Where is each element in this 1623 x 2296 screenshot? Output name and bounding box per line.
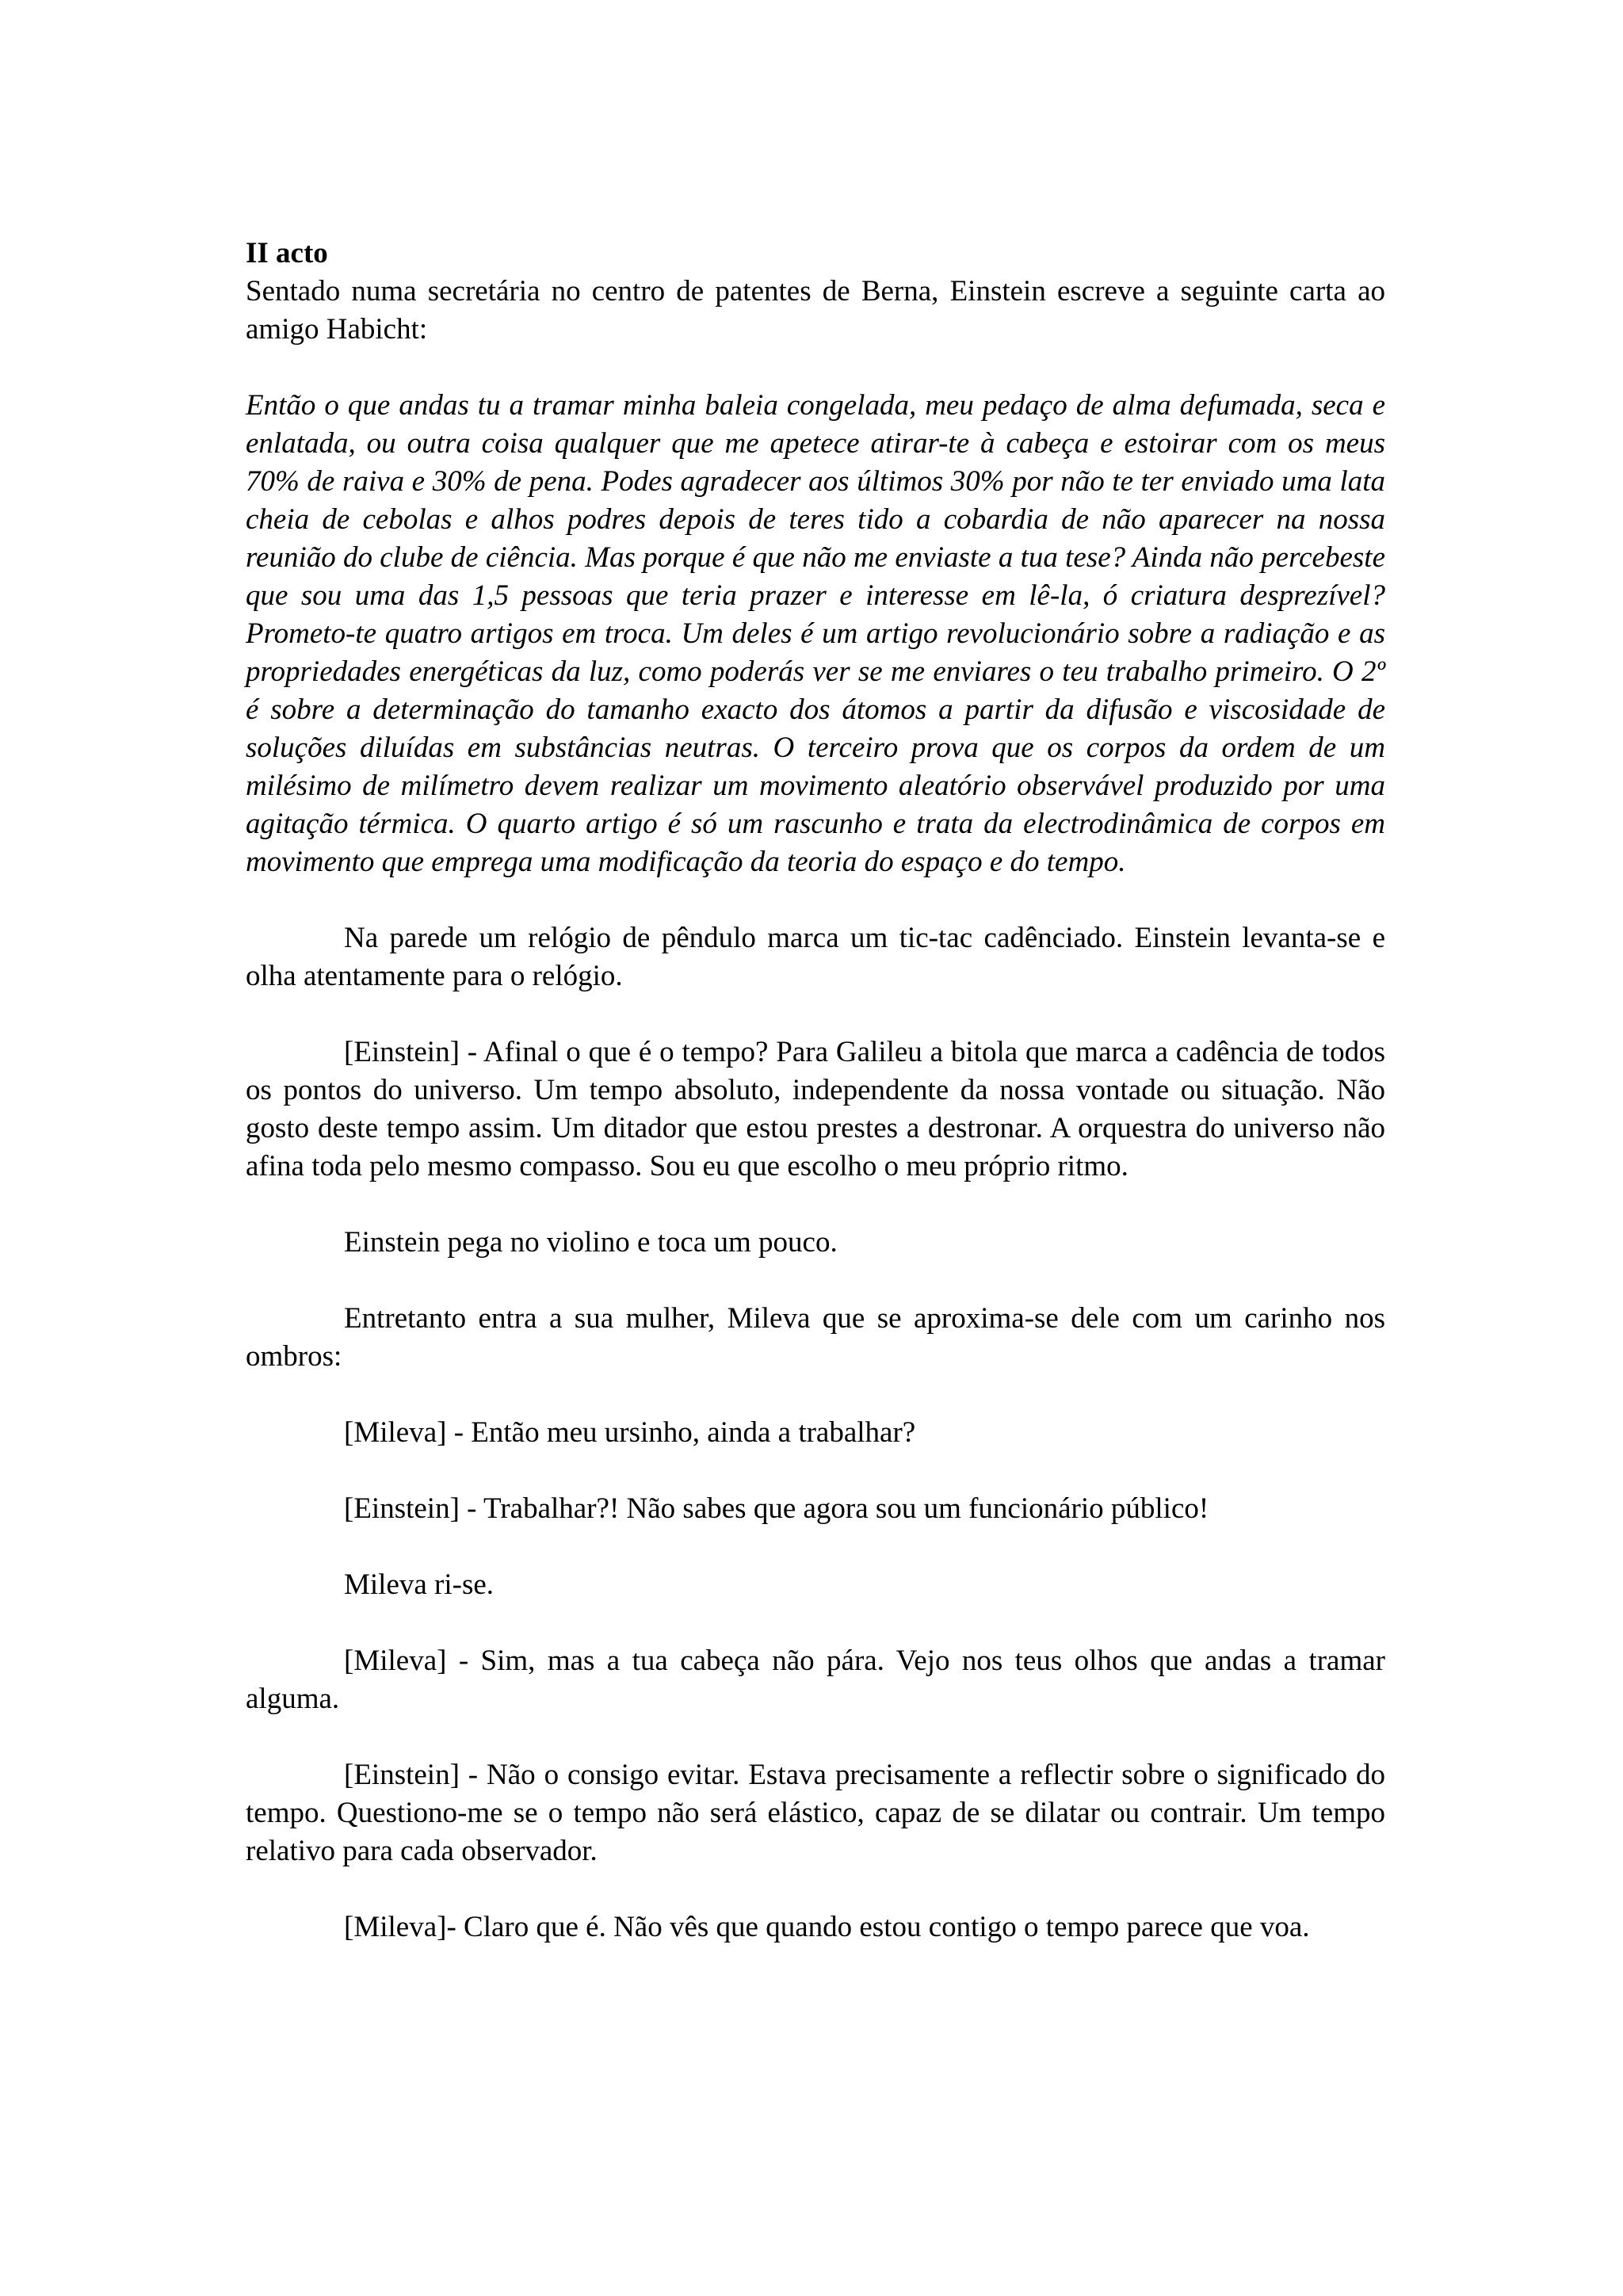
- document-page: [246, 235, 1385, 1946]
- dialogue-mileva-2: [Mileva] - Sim, mas a tua cabeça não pára. Vejo nos teus olhos que andas a tramar alguma.: [246, 1645, 1385, 1715]
- dialogue-mileva-3: [Mileva]- Claro que é. Não vês que quando estou contigo o tempo parece que voa.: [344, 1911, 1310, 1943]
- intro-paragraph: Sentado numa secretária no centro de patentes de Berna, Einstein escreve a seguinte carta ao amigo Habicht:: [246, 275, 1385, 346]
- letter-paragraph: Então o que andas tu a tramar minha baleia congelada, meu pedaço de alma defumada, seca e enlatada, ou outra coisa qualquer que me apetece atirar-te à cabeça e estoirar com os meus 70% de raiva e 30% de pena. Podes agradecer aos últimos 30% por não te ter enviado uma lata cheia de cebolas e alhos podres depois de teres tido a cobardia de não aparecer na nossa reunião do clube de ciência. Mas porque é que não me enviaste a tua tese? Ainda não percebeste que sou uma das 1,5 pessoas que teria prazer e interesse em lê-la, ó criatura desprezível? Prometo-te quatro artigos em troca. Um deles é um artigo revolucionário sobre a radiação e as propriedades energéticas da luz, como poderás ver se me enviares o teu trabalho primeiro. O 2º é sobre a determinação do tamanho exacto dos átomos a partir da difusão e viscosidade de soluções diluídas em substâncias neutras. O terceiro prova que os corpos da ordem de um milésimo de milímetro devem realizar um movimento aleatório observável produzido por uma agitação térmica. O quarto artigo é só um rascunho e trata da electrodinâmica de corpos em movimento que emprega uma modificação da teoria do espaço e do tempo.: [246, 389, 1385, 878]
- dialogue-mileva-1: [Mileva] - Então meu ursinho, ainda a trabalhar?: [344, 1416, 916, 1449]
- stage-direction-mileva-laughs: Mileva ri-se.: [344, 1568, 495, 1601]
- dialogue-einstein-1: [Einstein] - Trabalhar?! Não sabes que agora sou um funcionário público!: [344, 1492, 1209, 1525]
- dialogue-einstein-2: [Einstein] - Não o consigo evitar. Estava precisamente a reflectir sobre o significado do tempo. Questiono-me se o tempo não será elástico, capaz de se dilatar ou contrair. Um tempo relativo para cada observador.: [246, 1759, 1385, 1867]
- stage-direction-clock: Na parede um relógio de pêndulo marca um tic-tac cadênciado. Einstein levanta-se e olha atentamente para o relógio.: [246, 922, 1385, 992]
- dialogue-einstein-time: [Einstein] - Afinal o que é o tempo? Para Galileu a bitola que marca a cadência de todos os pontos do universo. Um tempo absoluto, independente da nossa vontade ou situação. Não gosto deste tempo assim. Um ditador que estou prestes a destronar. A orquestra do universo não afina toda pelo mesmo compasso. Sou eu que escolho o meu próprio ritmo.: [246, 1036, 1385, 1182]
- stage-direction-mileva-enters: Entretanto entra a sua mulher, Mileva que se aproxima-se dele com um carinho nos ombros:: [246, 1302, 1385, 1373]
- act-heading: II acto: [246, 237, 328, 269]
- stage-direction-violin: Einstein pega no violino e toca um pouco.: [344, 1226, 838, 1259]
